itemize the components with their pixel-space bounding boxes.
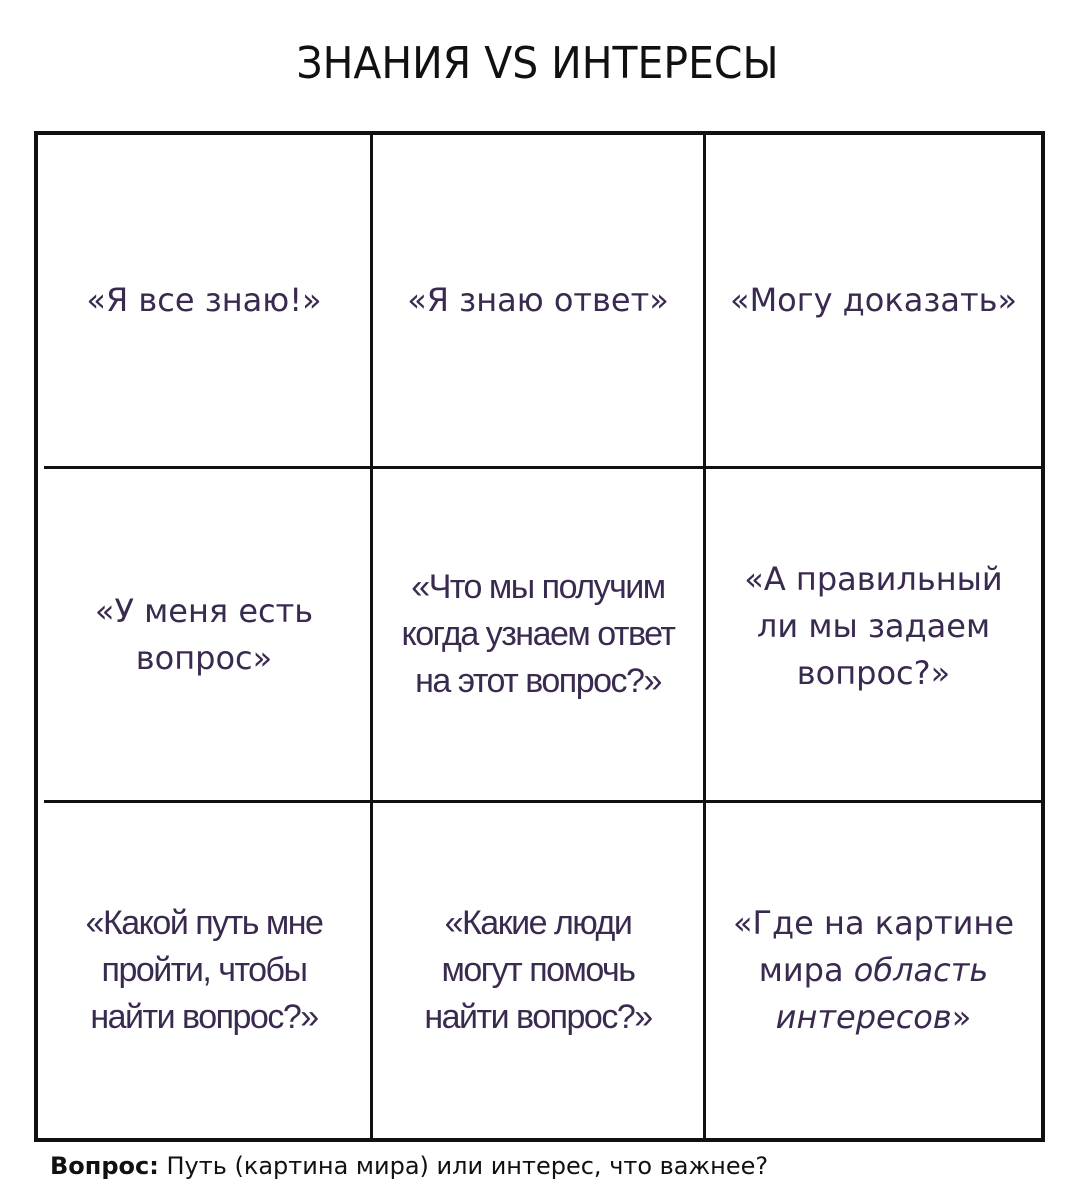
cell-text-line: могут помочь: [441, 951, 635, 989]
cell-text-line: на этот вопрос?»: [415, 662, 661, 700]
quote-grid: [34, 131, 1045, 1142]
cell-text-line: вопрос?»: [796, 654, 951, 692]
footer-text: Путь (картина мира) или интерес, что важнее?: [158, 1152, 769, 1180]
cell-text: «Могу доказать»: [729, 281, 1018, 319]
grid-cell-r1-c1: [38, 135, 370, 466]
cell-text: «Я все знаю!»: [86, 281, 322, 319]
cell-text-line: «А правильный: [744, 560, 1003, 598]
cell-text-line: вопрос»: [135, 638, 273, 677]
cell-text-fragment: мира: [758, 951, 854, 989]
cell-text-line: «Что мы получим: [411, 568, 665, 606]
grid-cell-r2-c1: [38, 469, 370, 800]
cell-text-line: найти вопрос?»: [424, 998, 652, 1036]
grid-cell-r3-c2: [373, 803, 703, 1138]
cell-text-line: «Какие люди: [444, 904, 632, 942]
footer-label: Вопрос:: [50, 1152, 159, 1180]
cell-text-line: «Какой путь мне: [85, 904, 323, 942]
cell-text-line: «Где на картине: [732, 904, 1015, 942]
page-title: ЗНАНИЯ VS ИНТЕРЕСЫ: [296, 38, 779, 89]
grid-cell-r1-c3: [706, 135, 1041, 466]
cell-text-line: ли мы задаем: [756, 607, 991, 645]
grid-cell-r2-c3: [706, 469, 1041, 800]
cell-text-line: найти вопрос?»: [90, 998, 318, 1036]
cell-text: «Я знаю ответ»: [407, 281, 669, 319]
cell-text-line: [733, 947, 1014, 994]
grid-cell-r2-c2: [373, 469, 703, 800]
cell-text-line: пройти, чтобы: [101, 951, 307, 989]
footer-question: [50, 1152, 768, 1180]
cell-text-line: «У меня есть: [94, 591, 314, 630]
cell-text-line: когда узнаем ответ: [401, 615, 675, 653]
grid-cell-r3-c1: [38, 803, 370, 1138]
cell-text-fragment: »: [951, 998, 972, 1036]
cell-text-line: [733, 994, 1014, 1041]
grid-cell-r1-c2: [373, 135, 703, 466]
cell-text-emphasis: интересов: [775, 998, 952, 1036]
cell-text-emphasis: область: [853, 951, 989, 989]
grid-cell-r3-c3: [706, 803, 1041, 1138]
